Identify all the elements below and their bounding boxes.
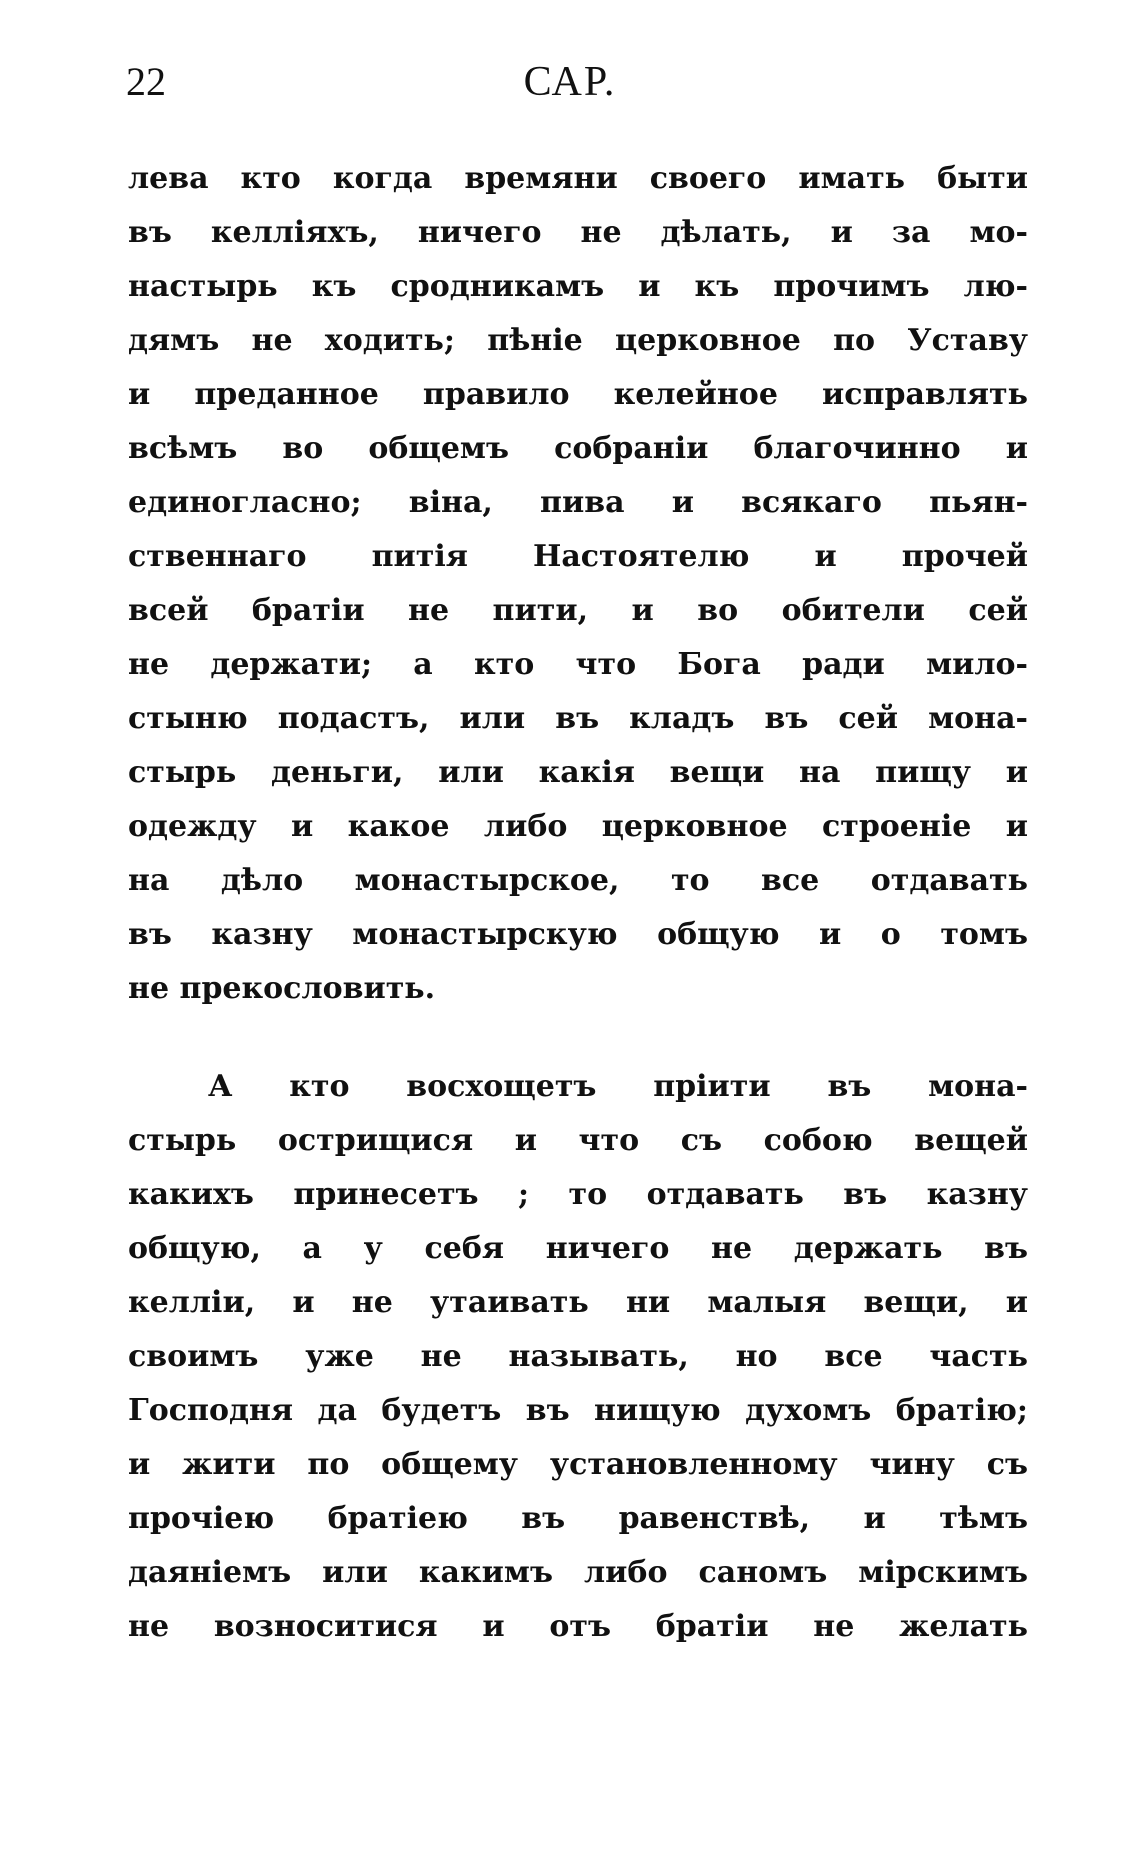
text-line: стырь острищися и что съ собою вещей <box>128 1123 1028 1158</box>
text-line: не прекословить. <box>128 971 436 1006</box>
text-line: прочіею братіею въ равенствѣ, и тѣмъ <box>128 1501 1028 1536</box>
paragraph-1 <box>128 152 1028 1016</box>
text-line: настырь къ сродникамъ и къ прочимъ лю- <box>128 269 1028 304</box>
text-line: дямъ не ходить; пѣніе церковное по Уставу <box>128 323 1028 358</box>
text-line: стыню подастъ, или въ кладъ въ сей мона- <box>128 701 1028 736</box>
text-line: единогласно; віна, пива и всякаго пьян- <box>128 485 1028 520</box>
running-head <box>0 52 1140 112</box>
text-line: всей братіи не пити, и во обители сей <box>128 593 1028 628</box>
text-line: одежду и какое либо церковное строеніе и <box>128 809 1028 844</box>
text-line: своимъ уже не называть, но все часть <box>128 1339 1028 1374</box>
text-line: лева кто когда времяни своего имать быти <box>128 161 1028 196</box>
text-line: стырь деньги, или какія вещи на пищу и <box>128 755 1028 790</box>
paragraph-2 <box>128 1060 1028 1654</box>
text-line: даяніемъ или какимъ либо саномъ мірскимъ <box>128 1555 1028 1590</box>
page-number: 22 <box>126 59 166 104</box>
text-line: и преданное правило келейное исправлять <box>128 377 1028 412</box>
text-line: ственнаго питія Настоятелю и прочей <box>128 539 1028 574</box>
text-line: не возноситися и отъ братіи не желать <box>128 1609 1028 1644</box>
text-line: общую, а у себя ничего не держать въ <box>128 1231 1028 1266</box>
text-line: какихъ принесетъ ; то отдавать въ казну <box>128 1177 1028 1212</box>
text-line: въ келліяхъ, ничего не дѣлать, и за мо- <box>128 215 1028 250</box>
text-line-indented: А кто восхощетъ пріити въ мона- <box>208 1069 1028 1104</box>
text-line: келліи, и не утаивать ни малыя вещи, и <box>128 1285 1028 1320</box>
text-line: всѣмъ во общемъ собраніи благочинно и <box>128 431 1028 466</box>
section-title: САР. <box>523 59 617 105</box>
text-line: на дѣло монастырское, то все отдавать <box>128 863 1028 898</box>
text-line: и жити по общему установленному чину съ <box>128 1447 1028 1482</box>
text-line: Господня да будетъ въ нищую духомъ братію; <box>128 1393 1028 1428</box>
text-line: не держати; а кто что Бога ради мило- <box>128 647 1028 682</box>
text-line: въ казну монастырскую общую и о томъ <box>128 917 1028 952</box>
